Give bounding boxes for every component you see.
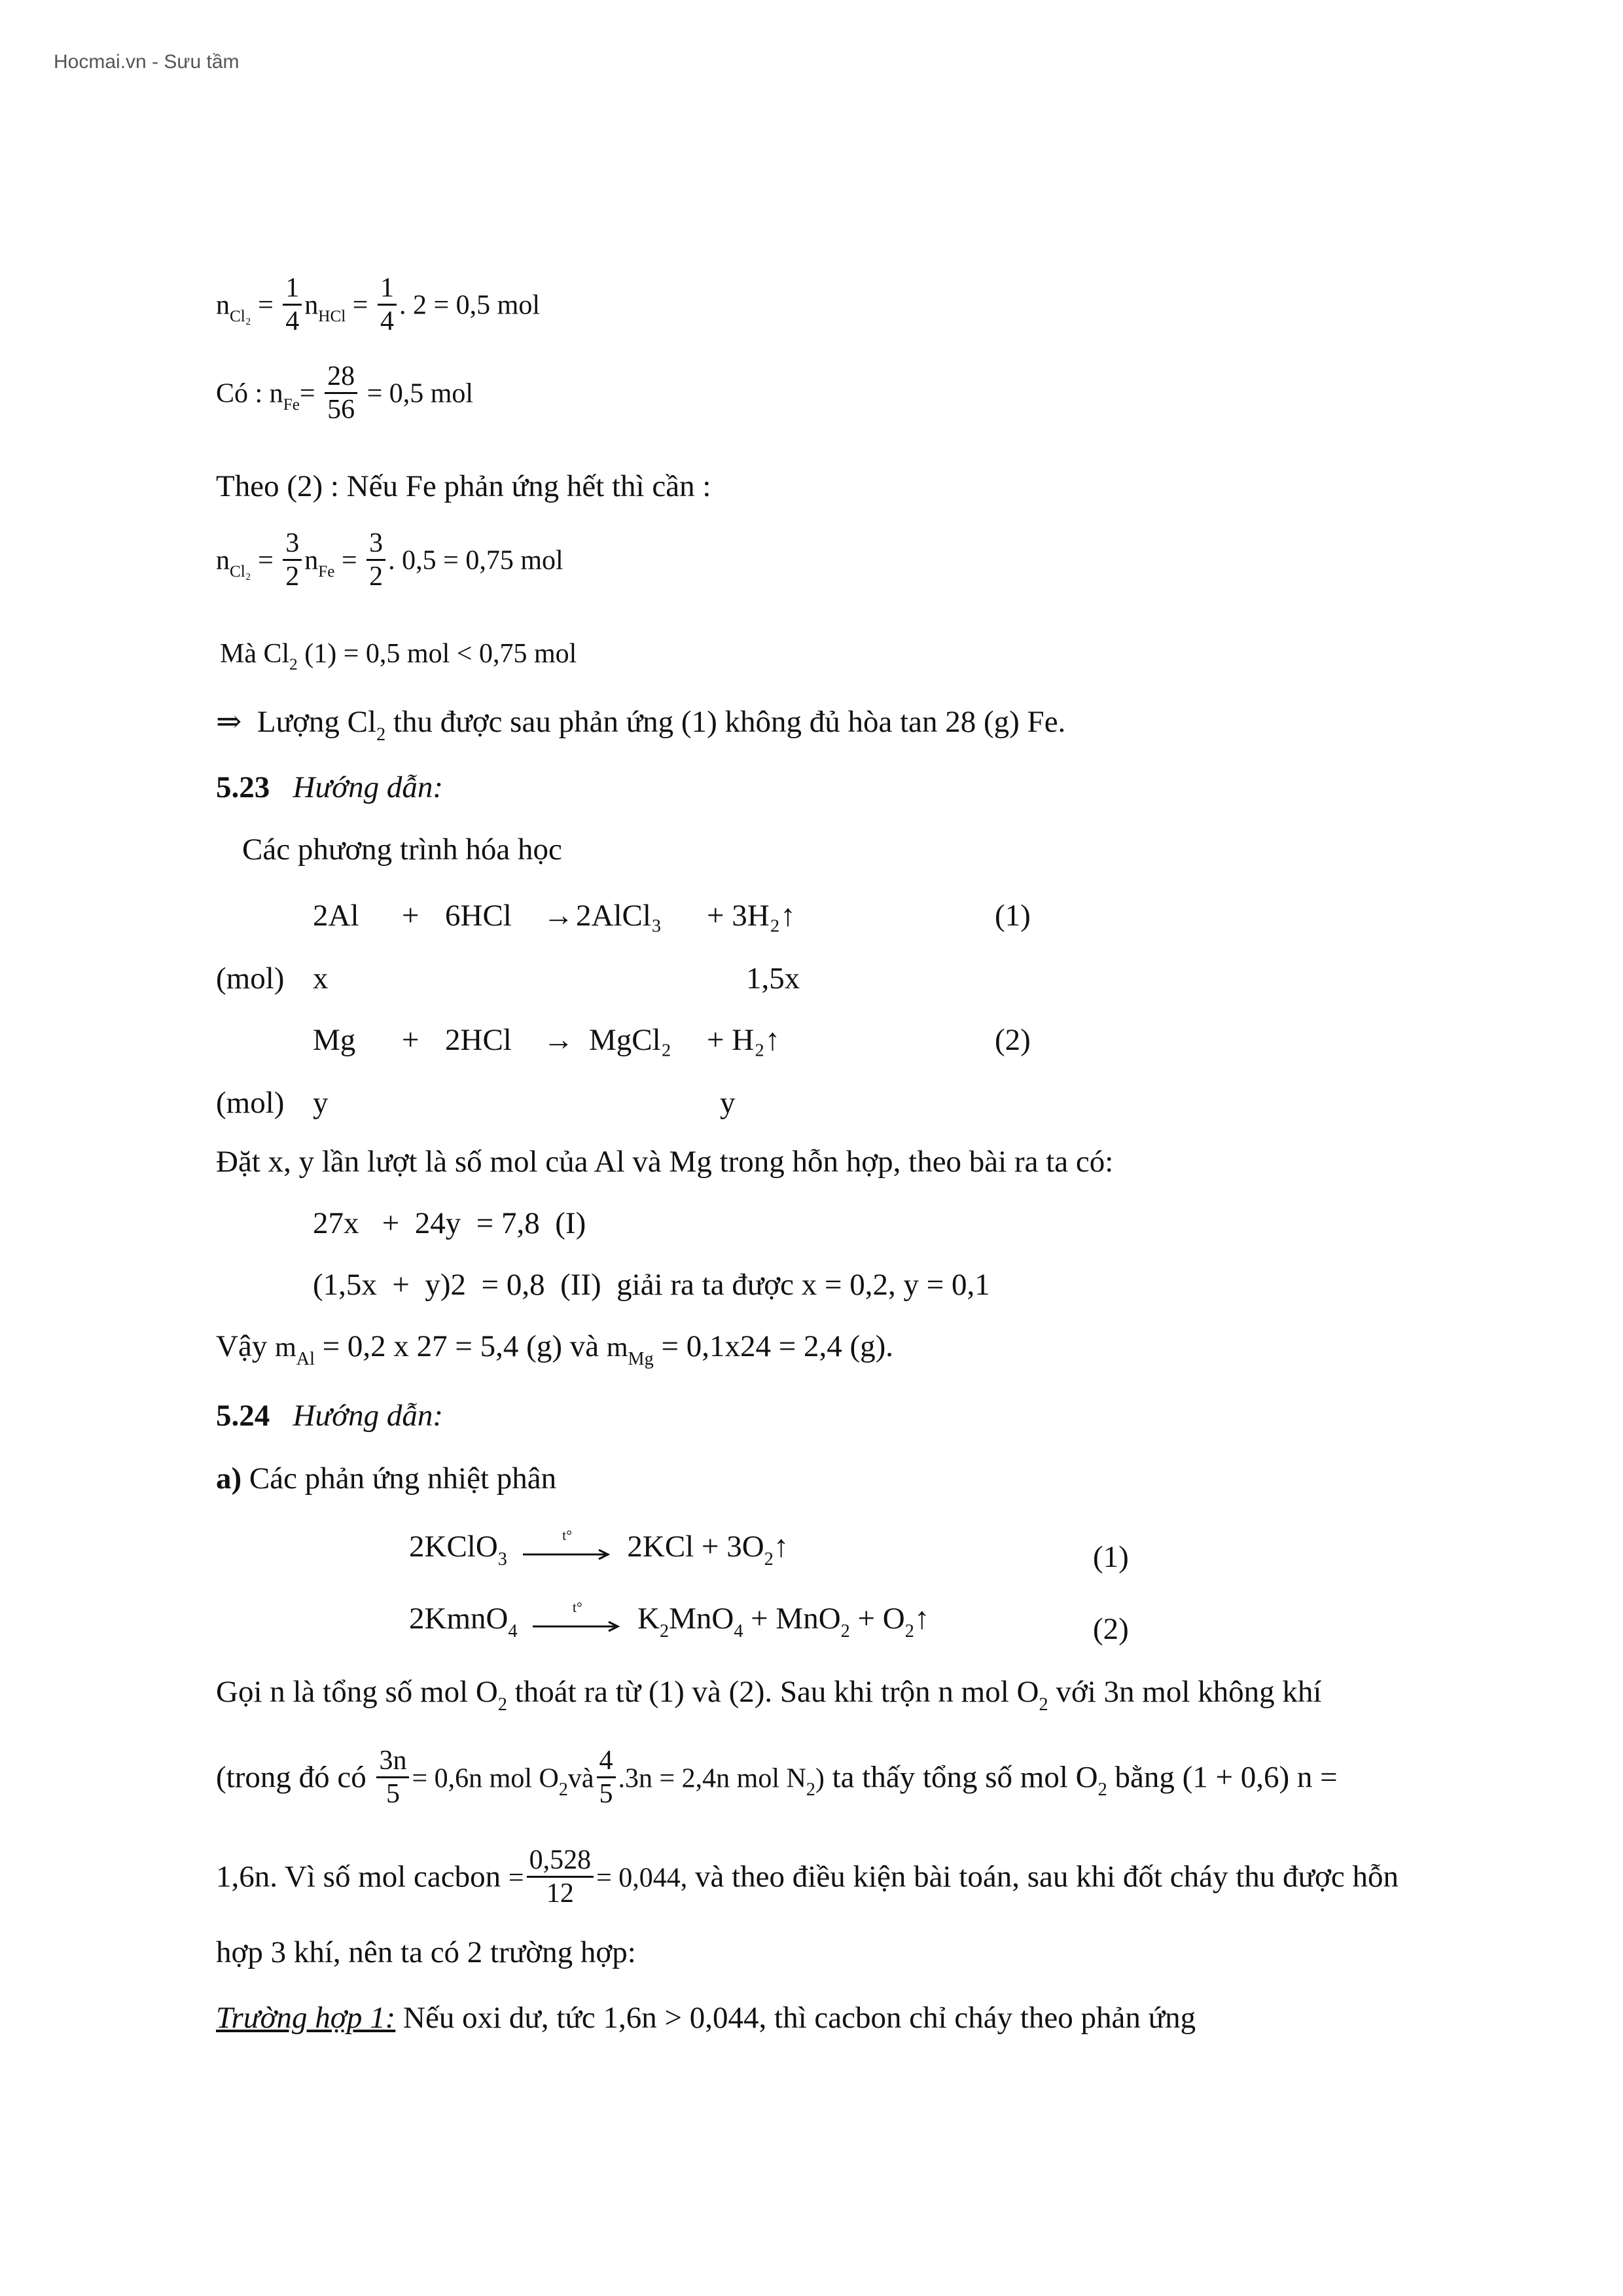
reaction-arrow-heat: t° [522,1535,613,1564]
s524-paragraph-1: Gọi n là tổng số mol $O_2$ thoát ra từ (1) và (2). Sau khi trộn n mol $O_2$ với 3n mol không khí [216,1675,1322,1715]
s523-system-1: 27x + 24y = 7,8 (I) [313,1206,586,1240]
s523-set-line: Đặt x, y lần lượt là số mol của Al và Mg trong hỗn hợp, theo bài ra ta có: [216,1145,1114,1179]
s524-paragraph-4: hợp 3 khí, nên ta có 2 trường hợp: [216,1935,636,1969]
calc-n-fe: Có : $n_{Fe}=$ $\frac{28}{56}$ = 0,5 mol [216,361,474,425]
s524-part-a: a) Các phản ứng nhiệt phân [216,1462,557,1496]
section-5-24-heading: 5.24 Hướng dẫn: [216,1399,444,1433]
conclusion-line: ⇒ Lượng $Cl_2$ thu được sau phản ứng (1) không đủ hòa tan 28 (g) Fe. [216,705,1066,745]
s523-result: Vậy $m_{Al} = 0,2$ x 27 = 5,4 (g) và $m_{Mg} = 0,1x24 = 2,4$ (g). [216,1329,894,1369]
s524-case-1: Trường hợp 1: Nếu oxi dư, tức 1,6n > 0,044, thì cacbon chỉ cháy theo phản ứng [216,2001,1196,2035]
calc-cl2-from-hcl: $n_{Cl_2}$ = $\frac{1}{4}$ $n_{HCl}$ = $\frac{1}{4}$ . 2 = 0,5 mol [216,273,540,337]
page-header: Hocmai.vn - Sưu tầm [54,51,240,73]
s523-system-2: (1,5x + y)2 = 0,8 (II) giải ra ta được x = 0,2, y = 0,1 [313,1268,990,1302]
s524-eq1: 2KClO$_3$ t° $2KCl + 3O_2↑$ [409,1527,789,1570]
section-5-23-heading: 5.23 Hướng dẫn: [216,770,444,804]
ma-cl2-line: Mà $Cl_2$ (1) = 0,5 mol < 0,75 mol [220,639,577,674]
s524-eq1-tag: (1) [1093,1540,1129,1574]
theo-2-line: Theo (2) : Nếu Fe phản ứng hết thì cần : [216,469,711,503]
s524-paragraph-3: 1,6n. Vì số mol cacbon = $\frac{0,528}{12}$ = 0,044, và theo điều kiện bài toán, sau khi đốt cháy thu được hỗn [216,1845,1399,1909]
s523-intro: Các phương trình hóa học [242,833,562,867]
reaction-arrow-heat: t° [531,1607,623,1636]
calc-cl2-from-fe: $n_{Cl_2}$ = $\frac{3}{2}$ $n_{Fe}$ = $\frac{3}{2}$ . 0,5 = 0,75 mol [216,528,563,592]
s524-eq2: 2KmnO$_4$ t° $K_2MnO_4 + MnO_2$ + $O_2↑$ [409,1599,930,1641]
implies-icon: ⇒ [216,705,242,739]
s524-eq2-tag: (2) [1093,1612,1129,1646]
s524-paragraph-2: (trong đó có $\frac{3n}{5}$ = 0,6n mol $O_2và$ $\frac{4}{5}$ .3n = 2,4n mol $N_2$) ta thấy tổng số mol $O_2$ bằng (1 + 0,6) n = [216,1746,1338,1810]
